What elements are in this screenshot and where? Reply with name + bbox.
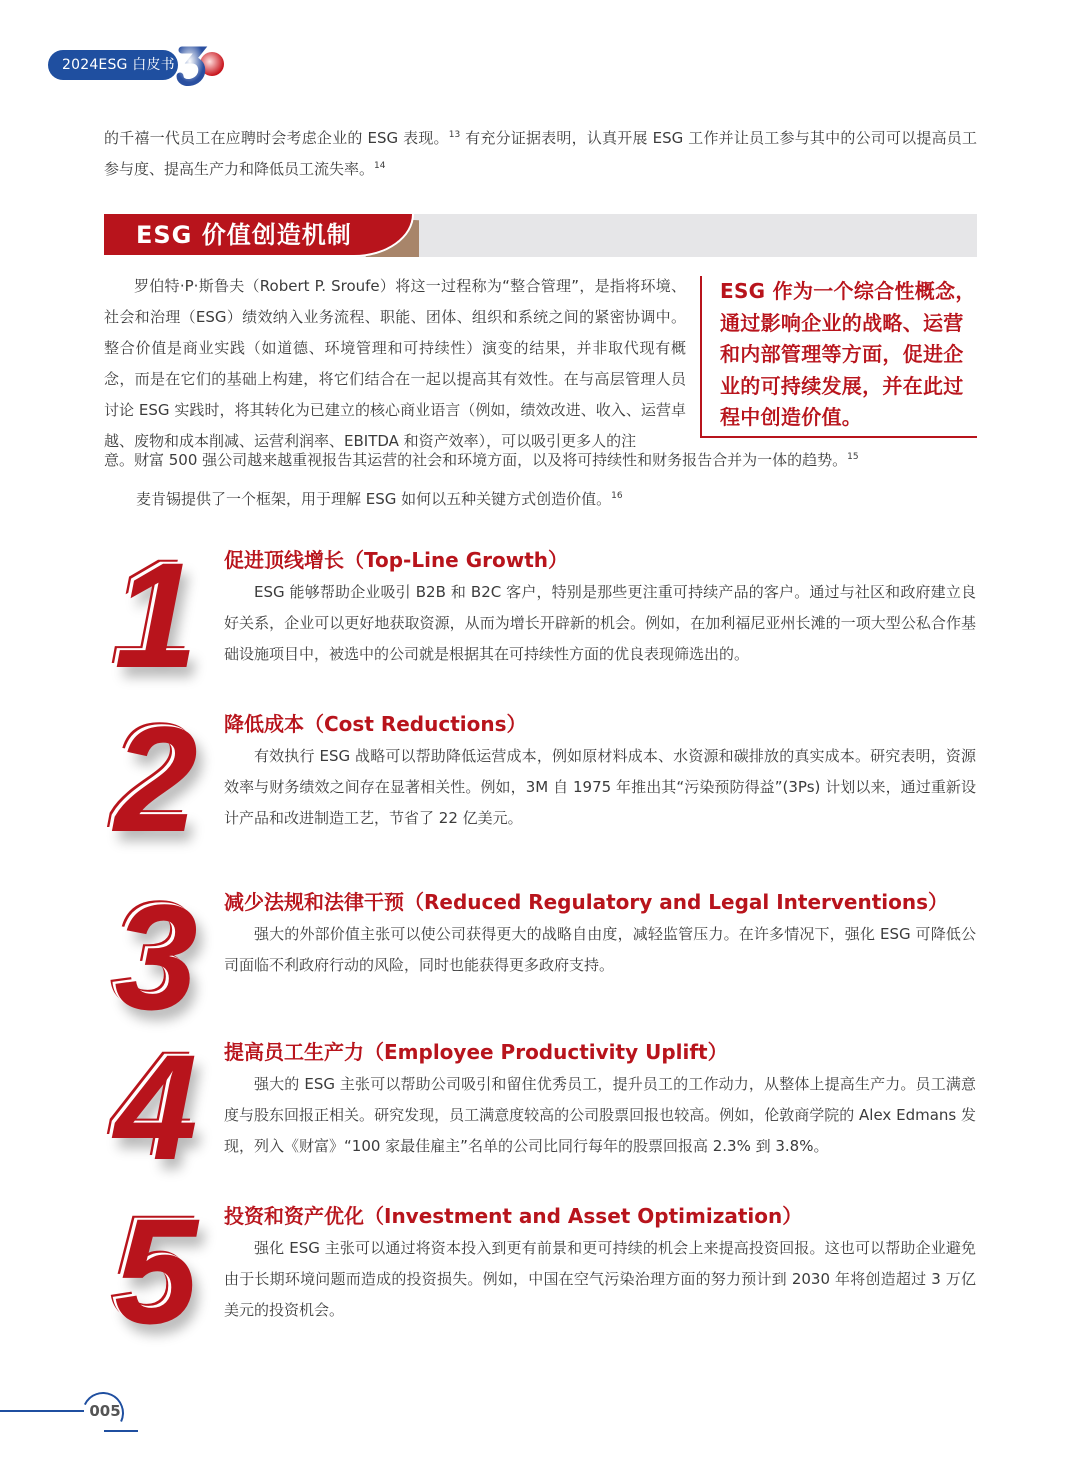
- number-3-icon: 3: [114, 873, 198, 1041]
- framework-sentence: [136, 484, 976, 515]
- item-title: 促进顶线增长（Top-Line Growth）: [224, 548, 569, 572]
- item-body: [224, 919, 976, 981]
- item-body-text: 有效执行 ESG 战略可以帮助降低运营成本，例如原材料成本、水资源和碳排放的真实成本。研究表明，资源效率与财务绩效之间存在显著相关性。例如，3M 自 1975 年推出其“污染预防得益”(3Ps) 计划以来，通过重新设计产品和改进制造工艺，节省了 22 亿美元。: [224, 747, 976, 827]
- item-body-text: 强大的外部价值主张可以使公司获得更大的战略自由度，减轻监管压力。在许多情况下，强化 ESG 可降低公司面临不利政府行动的风险，同时也能获得更多政府支持。: [224, 925, 976, 974]
- item-body: [224, 741, 976, 834]
- framework-text: 麦肯锡提供了一个框架，用于理解 ESG 如何以五种关键方式创造价值。: [136, 490, 612, 508]
- item-title: 降低成本（Cost Reductions）: [224, 712, 527, 736]
- item-body: [224, 1233, 976, 1326]
- intro-text-a: 的千禧一代员工在应聘时会考虑企业的 ESG 表现。: [104, 129, 449, 147]
- page-number: 005: [89, 1402, 121, 1420]
- item-body: [224, 577, 976, 670]
- pull-quote-text: ESG 作为一个综合性概念，通过影响企业的战略、运营和内部管理等方面，促进企业的可持续发展，并在此过程中创造价值。: [720, 279, 976, 429]
- header-badge: [48, 50, 178, 80]
- item-title: 提高员工生产力（Employee Productivity Uplift）: [224, 1040, 728, 1064]
- sroufe-paragraph-continued: [104, 445, 977, 476]
- footnote-13[interactable]: 13: [448, 130, 461, 140]
- item-body-text: 强大的 ESG 主张可以帮助公司吸引和留住优秀员工，提升员工的工作动力，从整体上提高生产力。员工满意度与股东回报正相关。研究发现，员工满意度较高的公司股票回报也较高。例如，伦敦商学院的 Alex Edmans 发现，列入《财富》“100 家最佳雇主”名单的公司比同行每年的股票回报高 2.3% 到 3.8%。: [224, 1075, 976, 1155]
- footer-rule-tail: [104, 1430, 138, 1432]
- number-5-icon: 5: [114, 1187, 198, 1355]
- number-4-icon: 4: [114, 1023, 198, 1191]
- intro-text-b: 有充分证据表明，认真开展 ESG 工作并让员工参与其中的公司可以提高员工参与度、提高生产力和降低员工流失率。: [104, 129, 977, 178]
- item-body: [224, 1069, 976, 1162]
- sroufe-paragraph-text: 罗伯特·P·斯鲁夫（Robert P. Sroufe）将这一过程称为“整合管理”，是指将环境、社会和治理（ESG）绩效纳入业务流程、职能、团体、组织和系统之间的紧密协调中。整合价值是商业实践（如道德、环境管理和可持续性）演变的结果，并非取代现有概念，而是在它们的基础上构建，将它们结合在一起以提高其有效性。在与高层管理人员讨论 ESG 实践时，将其转化为已建立的核心商业语言（例如，绩效改进、收入、运营卓越、废物和成本削减、运营利润率、EBITDA 和资产效率），可以吸引更多人的注: [104, 277, 686, 450]
- footnote-15[interactable]: 15: [847, 452, 859, 462]
- item-title: 投资和资产优化（Investment and Asset Optimization）: [224, 1204, 803, 1228]
- number-2-icon: 2: [114, 695, 198, 863]
- item-body-text: 强化 ESG 主张可以通过将资本投入到更有前景和更可持续的机会上来提高投资回报。这也可以帮助企业避免由于长期环境问题而造成的投资损失。例如，中国在空气污染治理方面的努力预计到 2030 年将创造超过 3 万亿美元的投资机会。: [224, 1239, 976, 1319]
- header-badge-label: 2024ESG 白皮书: [62, 57, 175, 73]
- number-1-icon: 1: [114, 531, 198, 699]
- section-title: ESG 价值创造机制: [136, 221, 352, 249]
- sroufe-paragraph-cont-text: 意。财富 500 强公司越来越重视报告其运营的社会和环境方面，以及将可持续性和财务报告合并为一体的趋势。: [104, 451, 848, 469]
- footer-rule-left: [0, 1410, 84, 1412]
- pull-quote: [700, 276, 977, 438]
- footnote-14[interactable]: 14: [374, 161, 386, 171]
- item-body-text: ESG 能够帮助企业吸引 B2B 和 B2C 客户，特别是那些更注重可持续产品的客户。通过与社区和政府建立良好关系，企业可以更好地获取资源，从而为增长开辟新的机会。例如，在加利福尼亚州长滩的一项大型公私合作基础设施项目中，被选中的公司就是根据其在可持续性方面的优良表现筛选出的。: [224, 583, 976, 663]
- item-title: 减少法规和法律干预（Reduced Regulatory and Legal Interventions）: [224, 890, 949, 914]
- footnote-16[interactable]: 16: [611, 491, 623, 501]
- sroufe-paragraph: [104, 271, 686, 457]
- anniversary-30-logo-icon: [176, 44, 228, 88]
- intro-paragraph: [104, 123, 977, 185]
